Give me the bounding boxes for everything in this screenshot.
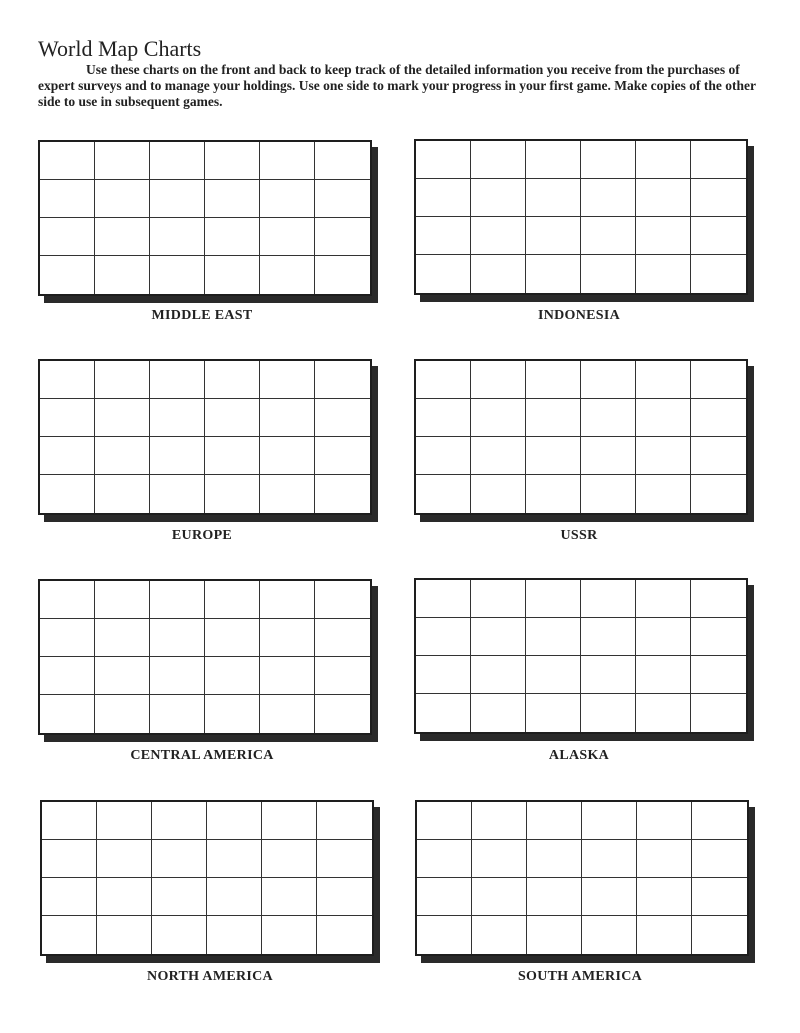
grid-cell[interactable]: [581, 656, 636, 694]
grid-cell[interactable]: [260, 619, 315, 657]
grid-cell[interactable]: [636, 141, 691, 179]
grid-cell[interactable]: [526, 217, 581, 255]
grid-cell[interactable]: [150, 619, 205, 657]
grid-cell[interactable]: [95, 142, 150, 180]
grid-cell[interactable]: [471, 475, 526, 513]
grid-cell[interactable]: [416, 217, 471, 255]
grid-cell[interactable]: [526, 656, 581, 694]
grid-cell[interactable]: [315, 180, 370, 218]
grid-cell[interactable]: [691, 255, 746, 293]
chart-ussr: [414, 359, 748, 515]
grid-cell[interactable]: [692, 840, 747, 878]
grid-cell[interactable]: [636, 694, 691, 732]
chart-label-indonesia: INDONESIA: [537, 308, 621, 323]
grid-cell[interactable]: [471, 656, 526, 694]
grid-cell[interactable]: [637, 878, 692, 916]
grid-cell[interactable]: [260, 180, 315, 218]
grid-cell[interactable]: [582, 802, 637, 840]
grid-cell[interactable]: [205, 218, 260, 256]
grid-cell[interactable]: [205, 695, 260, 733]
grid-cell[interactable]: [691, 475, 746, 513]
grid-cell[interactable]: [150, 142, 205, 180]
grid-cell[interactable]: [471, 141, 526, 179]
grid-cell[interactable]: [417, 840, 472, 878]
grid-cell[interactable]: [637, 916, 692, 954]
grid-cell[interactable]: [636, 656, 691, 694]
grid-cell[interactable]: [417, 916, 472, 954]
grid-cell[interactable]: [205, 399, 260, 437]
grid-cell[interactable]: [42, 802, 97, 840]
page-title: World Map Charts: [38, 36, 202, 61]
grid-cell[interactable]: [97, 840, 152, 878]
grid-cell[interactable]: [95, 399, 150, 437]
grid-cell[interactable]: [636, 580, 691, 618]
grid-cell[interactable]: [417, 802, 472, 840]
grid-cell[interactable]: [150, 399, 205, 437]
grid-cell[interactable]: [315, 142, 370, 180]
grid-cell[interactable]: [150, 361, 205, 399]
grid-cell[interactable]: [260, 695, 315, 733]
grid-cell[interactable]: [691, 618, 746, 656]
grid-cell[interactable]: [315, 581, 370, 619]
grid-cell[interactable]: [95, 619, 150, 657]
grid-cell[interactable]: [472, 878, 527, 916]
chart-label-south-america: SOUTH AMERICA: [517, 969, 643, 984]
grid-cell[interactable]: [260, 142, 315, 180]
grid-cell[interactable]: [262, 916, 317, 954]
chart-europe: [38, 359, 372, 515]
grid-cell[interactable]: [471, 399, 526, 437]
grid-cell[interactable]: [416, 179, 471, 217]
grid-cell[interactable]: [150, 581, 205, 619]
grid-cell[interactable]: [527, 802, 582, 840]
grid-cell[interactable]: [262, 878, 317, 916]
grid-cell[interactable]: [526, 255, 581, 293]
chart-label-central-america: CENTRAL AMERICA: [130, 748, 274, 763]
grid-cell[interactable]: [150, 657, 205, 695]
grid-cell[interactable]: [417, 878, 472, 916]
grid-cell[interactable]: [581, 580, 636, 618]
grid-cell[interactable]: [40, 581, 95, 619]
grid-cell[interactable]: [95, 180, 150, 218]
grid-cell[interactable]: [315, 475, 370, 513]
grid-cell[interactable]: [636, 475, 691, 513]
grid-cell[interactable]: [150, 218, 205, 256]
grid-cell[interactable]: [416, 437, 471, 475]
grid-cell[interactable]: [581, 475, 636, 513]
grid-cell[interactable]: [581, 255, 636, 293]
grid-cell[interactable]: [416, 618, 471, 656]
grid-cell[interactable]: [636, 399, 691, 437]
grid-cell[interactable]: [636, 255, 691, 293]
grid-cell[interactable]: [205, 361, 260, 399]
grid-cell[interactable]: [582, 878, 637, 916]
grid-cell[interactable]: [636, 179, 691, 217]
intro-paragraph: Use these charts on the front and back to keep track of the detailed information you receive from the purchases of expert surveys and to manage your holdings. Use one side to mark your progress in your first game. Make copies of the other side to use in subsequent games.: [38, 62, 756, 109]
grid-cell[interactable]: [527, 840, 582, 878]
grid-cell[interactable]: [581, 141, 636, 179]
grid-cell[interactable]: [581, 399, 636, 437]
grid-cell[interactable]: [416, 694, 471, 732]
grid-cell[interactable]: [692, 802, 747, 840]
grid-cell[interactable]: [95, 256, 150, 294]
grid-cell[interactable]: [152, 840, 207, 878]
grid-cell[interactable]: [472, 840, 527, 878]
grid-cell[interactable]: [317, 840, 372, 878]
grid-cell[interactable]: [205, 475, 260, 513]
grid-cell[interactable]: [40, 218, 95, 256]
grid-cell[interactable]: [691, 361, 746, 399]
grid-cell[interactable]: [150, 475, 205, 513]
grid-cell[interactable]: [471, 694, 526, 732]
grid-cell[interactable]: [471, 618, 526, 656]
grid-cell[interactable]: [262, 802, 317, 840]
grid-cell[interactable]: [205, 180, 260, 218]
grid-cell[interactable]: [526, 141, 581, 179]
grid-cell[interactable]: [315, 437, 370, 475]
grid-cell[interactable]: [205, 619, 260, 657]
grid-cell[interactable]: [526, 179, 581, 217]
chart-label-ussr: USSR: [560, 528, 598, 543]
grid-cell[interactable]: [150, 437, 205, 475]
grid-cell[interactable]: [315, 695, 370, 733]
grid-cell[interactable]: [581, 437, 636, 475]
grid-cell[interactable]: [152, 878, 207, 916]
grid-cell[interactable]: [42, 840, 97, 878]
grid-cell[interactable]: [40, 256, 95, 294]
grid-cell[interactable]: [581, 694, 636, 732]
grid-cell[interactable]: [582, 840, 637, 878]
grid-cell[interactable]: [260, 361, 315, 399]
grid-cell[interactable]: [205, 437, 260, 475]
grid-cell[interactable]: [471, 361, 526, 399]
grid-cell[interactable]: [416, 656, 471, 694]
grid-cell[interactable]: [152, 916, 207, 954]
chart-indonesia: [414, 139, 748, 295]
grid-cell[interactable]: [95, 218, 150, 256]
grid-cell[interactable]: [526, 399, 581, 437]
grid-cell[interactable]: [262, 840, 317, 878]
grid-cell[interactable]: [636, 361, 691, 399]
chart-label-alaska: ALASKA: [548, 748, 610, 763]
chart-grid[interactable]: [40, 800, 374, 956]
grid-cell[interactable]: [581, 217, 636, 255]
grid-cell[interactable]: [40, 361, 95, 399]
grid-cell[interactable]: [205, 581, 260, 619]
chart-label-north-america: NORTH AMERICA: [147, 969, 273, 984]
grid-cell[interactable]: [691, 437, 746, 475]
grid-cell[interactable]: [691, 694, 746, 732]
grid-cell[interactable]: [150, 180, 205, 218]
grid-cell[interactable]: [691, 656, 746, 694]
grid-cell[interactable]: [416, 399, 471, 437]
chart-grid[interactable]: [414, 359, 748, 515]
chart-grid[interactable]: [415, 800, 749, 956]
grid-cell[interactable]: [472, 802, 527, 840]
grid-cell[interactable]: [207, 878, 262, 916]
grid-cell[interactable]: [471, 217, 526, 255]
grid-cell[interactable]: [416, 141, 471, 179]
grid-cell[interactable]: [95, 361, 150, 399]
grid-cell[interactable]: [40, 695, 95, 733]
grid-cell[interactable]: [317, 878, 372, 916]
grid-cell[interactable]: [526, 694, 581, 732]
grid-cell[interactable]: [205, 142, 260, 180]
grid-cell[interactable]: [95, 437, 150, 475]
grid-cell[interactable]: [692, 916, 747, 954]
grid-cell[interactable]: [416, 255, 471, 293]
grid-cell[interactable]: [637, 840, 692, 878]
grid-cell[interactable]: [526, 475, 581, 513]
grid-cell[interactable]: [40, 399, 95, 437]
grid-cell[interactable]: [691, 217, 746, 255]
grid-cell[interactable]: [260, 475, 315, 513]
grid-cell[interactable]: [581, 618, 636, 656]
grid-cell[interactable]: [152, 802, 207, 840]
grid-cell[interactable]: [95, 657, 150, 695]
chart-central-america: [38, 579, 372, 735]
grid-cell[interactable]: [471, 580, 526, 618]
chart-grid[interactable]: [38, 359, 372, 515]
grid-cell[interactable]: [150, 695, 205, 733]
chart-grid[interactable]: [414, 578, 748, 734]
grid-cell[interactable]: [582, 916, 637, 954]
grid-cell[interactable]: [581, 179, 636, 217]
chart-grid[interactable]: [38, 579, 372, 735]
grid-cell[interactable]: [527, 916, 582, 954]
grid-cell[interactable]: [691, 399, 746, 437]
grid-cell[interactable]: [315, 619, 370, 657]
grid-cell[interactable]: [42, 878, 97, 916]
grid-cell[interactable]: [150, 256, 205, 294]
grid-cell[interactable]: [581, 361, 636, 399]
grid-cell[interactable]: [416, 361, 471, 399]
grid-cell[interactable]: [205, 256, 260, 294]
grid-cell[interactable]: [471, 255, 526, 293]
grid-cell[interactable]: [95, 581, 150, 619]
grid-cell[interactable]: [260, 399, 315, 437]
grid-cell[interactable]: [526, 580, 581, 618]
grid-cell[interactable]: [526, 361, 581, 399]
grid-cell[interactable]: [416, 580, 471, 618]
grid-cell[interactable]: [40, 475, 95, 513]
grid-cell[interactable]: [95, 475, 150, 513]
grid-cell[interactable]: [207, 916, 262, 954]
chart-grid[interactable]: [414, 139, 748, 295]
grid-cell[interactable]: [260, 218, 315, 256]
grid-cell[interactable]: [97, 916, 152, 954]
grid-cell[interactable]: [315, 361, 370, 399]
grid-cell[interactable]: [526, 618, 581, 656]
grid-cell[interactable]: [691, 179, 746, 217]
grid-cell[interactable]: [40, 180, 95, 218]
chart-north-america: [40, 800, 374, 956]
chart-label-europe: EUROPE: [171, 528, 233, 543]
grid-cell[interactable]: [42, 916, 97, 954]
grid-cell[interactable]: [260, 581, 315, 619]
chart-grid[interactable]: [38, 140, 372, 296]
grid-cell[interactable]: [315, 218, 370, 256]
grid-cell[interactable]: [691, 580, 746, 618]
grid-cell[interactable]: [260, 256, 315, 294]
grid-cell[interactable]: [526, 437, 581, 475]
grid-cell[interactable]: [691, 141, 746, 179]
grid-cell[interactable]: [636, 618, 691, 656]
grid-cell[interactable]: [207, 802, 262, 840]
grid-cell[interactable]: [636, 217, 691, 255]
chart-label-middle-east: MIDDLE EAST: [151, 308, 253, 323]
grid-cell[interactable]: [636, 437, 691, 475]
grid-cell[interactable]: [315, 256, 370, 294]
grid-cell[interactable]: [40, 619, 95, 657]
grid-cell[interactable]: [97, 802, 152, 840]
grid-cell[interactable]: [207, 840, 262, 878]
grid-cell[interactable]: [637, 802, 692, 840]
grid-cell[interactable]: [40, 657, 95, 695]
chart-south-america: [415, 800, 749, 956]
grid-cell[interactable]: [472, 916, 527, 954]
grid-cell[interactable]: [40, 142, 95, 180]
grid-cell[interactable]: [317, 916, 372, 954]
grid-cell[interactable]: [471, 437, 526, 475]
grid-cell[interactable]: [471, 179, 526, 217]
grid-cell[interactable]: [416, 475, 471, 513]
grid-cell[interactable]: [692, 878, 747, 916]
grid-cell[interactable]: [315, 657, 370, 695]
grid-cell[interactable]: [205, 657, 260, 695]
grid-cell[interactable]: [40, 437, 95, 475]
grid-cell[interactable]: [527, 878, 582, 916]
grid-cell[interactable]: [97, 878, 152, 916]
grid-cell[interactable]: [317, 802, 372, 840]
grid-cell[interactable]: [260, 437, 315, 475]
chart-middle-east: [38, 140, 372, 296]
grid-cell[interactable]: [260, 657, 315, 695]
grid-cell[interactable]: [95, 695, 150, 733]
grid-cell[interactable]: [315, 399, 370, 437]
chart-alaska: [414, 578, 748, 734]
